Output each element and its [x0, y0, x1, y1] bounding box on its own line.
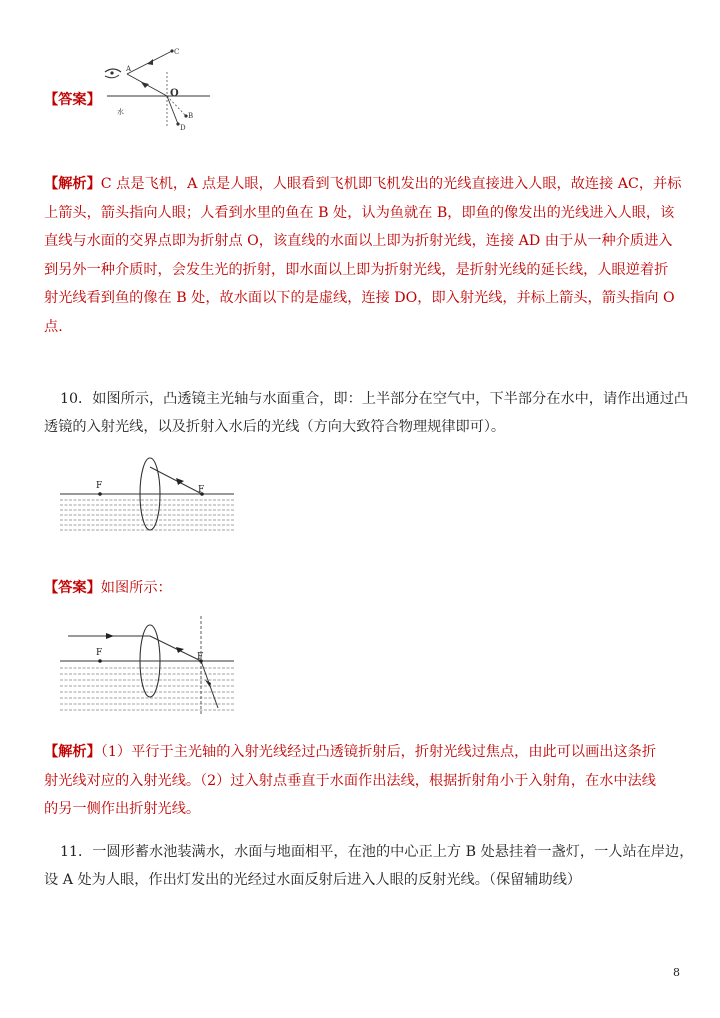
ray-do [167, 96, 178, 124]
question-11-line-1: 11．一圆形蓄水池装满水，水面与地面相平，在池的中心正上方 B 处悬挂着一盏灯，一人站在岸边， [60, 844, 694, 860]
analysis-1-line-1: C 点是飞机，A 点是人眼，人眼看到飞机即飞机发出的光线直接进入人眼，故连接 AC，并标 [100, 176, 682, 192]
analysis-10-line-3: 的另一侧作出折射光线。 [44, 801, 201, 818]
analysis-10-line-1: （1）平行于主光轴的入射光线经过凸透镜折射后，折射光线过焦点，由此可以画出这条折 [100, 744, 657, 760]
point-a-label: A [126, 65, 132, 73]
analysis-10-line-2: 射光线对应的入射光线。（2）过入射点垂直于水面作出法线，根据折射角小于入射角，在水中法线 [44, 772, 656, 789]
answer-label-10: 【答案】 [44, 580, 101, 596]
analysis-1-block [44, 170, 681, 342]
analysis-1-line-5: 射光线看到鱼的像在 B 处，故水面以下的是虚线，连接 DO，即入射光线，并标上箭头，箭头指向 O [44, 290, 675, 307]
question-10-line-2-wrap [44, 413, 505, 442]
answer-label-1: 【答案】 [44, 92, 101, 108]
question-11-line-2: 设 A 处为人眼，作出灯发出的光经过水面反射后进入人眼的反射光线。（保留辅助线） [44, 872, 582, 888]
question-11-line-1-wrap [60, 838, 693, 867]
point-o-label: O [170, 88, 179, 99]
focus-left [98, 492, 102, 496]
question-10-line-2: 透镜的入射光线，以及折射入水后的光线（方向大致符合物理规律即可）。 [44, 419, 506, 435]
lens-question-figure [58, 456, 236, 536]
answer-10-text: 如图所示： [100, 580, 172, 596]
focus-right-label: F [197, 652, 204, 662]
focus-left-label: F [96, 481, 103, 491]
analysis-label-1: 【解析】 [44, 176, 101, 192]
virtual-ray-ob [167, 96, 186, 116]
analysis-10-block [44, 738, 656, 824]
focus-right-label: F [198, 485, 205, 495]
analysis-label-10: 【解析】 [44, 744, 101, 760]
page-number: 8 [673, 966, 680, 979]
refracted-ray [150, 636, 204, 662]
question-10-block [60, 385, 688, 414]
point-d-label: D [180, 124, 186, 132]
analysis-1-line-3: 直线与水面的交界点即为折射点 O，该直线的水面以上即为折射光线，连接 AD 由于从一种介质进入 [44, 233, 673, 250]
reflection-refraction-figure [95, 42, 220, 134]
eye-icon [105, 69, 121, 72]
question-11-line-2-wrap [44, 866, 581, 895]
point-c-label: C [174, 48, 180, 56]
point-b-label: B [188, 112, 194, 120]
focus-left-label: F [96, 648, 103, 658]
analysis-1-line-6: 点. [44, 318, 63, 335]
analysis-1-line-4: 到另外一种介质时，会发生光的折射，即水面以上即为折射光线，是折射光线的延长线，人眼逆着折 [44, 261, 669, 278]
analysis-1-line-2: 上箭头，箭头指向人眼；人看到水里的鱼在 B 处，认为鱼就在 B，即鱼的像发出的光线进入人眼，该 [44, 204, 675, 221]
refracted-ray [150, 467, 205, 495]
question-10-line-1: 10．如图所示，凸透镜主光轴与水面重合，即：上半部分在空气中，下半部分在水中，请作出通过凸 [60, 391, 689, 407]
arrow-ac [147, 59, 153, 65]
answer-10-block [44, 574, 172, 603]
water-label: 水 [117, 108, 124, 116]
lens-answer-figure [58, 616, 236, 722]
